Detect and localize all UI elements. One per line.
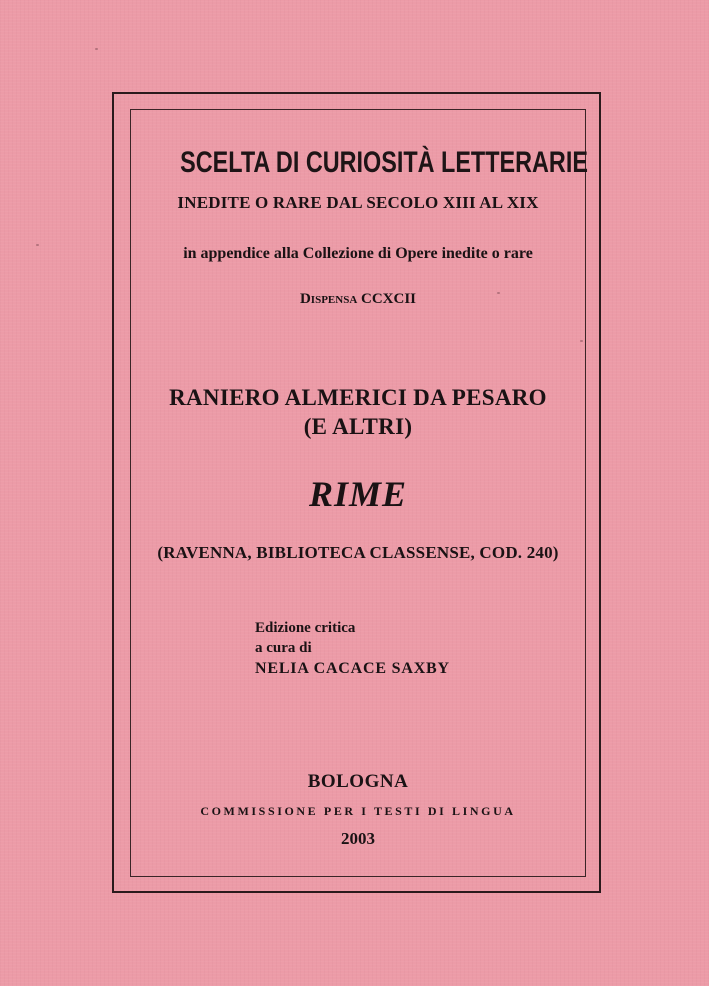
paper-speck — [36, 244, 39, 246]
author-others: (E ALTRI) — [303, 414, 413, 439]
publication-city: BOLOGNA — [307, 771, 409, 792]
series-appendix-note: in appendice alla Collezione di Opere inedite o rare — [183, 245, 533, 262]
publication-year: 2003 — [341, 829, 375, 848]
author-name: RANIERO ALMERICI DA PESARO — [169, 385, 547, 410]
series-subtitle: INEDITE O RARE DAL SECOLO XIII AL XIX — [177, 193, 539, 212]
publisher-name: COMMISSIONE PER I TESTI DI LINGUA — [200, 804, 516, 818]
editor-name: NELIA CACACE SAXBY — [255, 660, 450, 677]
dispensa-number: Dispensa CCXCII — [299, 291, 417, 307]
edition-block — [255, 618, 515, 680]
book-title: RIME — [308, 474, 408, 514]
manuscript-source: (RAVENNA, BIBLIOTECA CLASSENSE, COD. 240) — [157, 543, 559, 562]
series-title: SCELTA DI CURIOSITÀ LETTERARIE — [180, 146, 588, 179]
paper-speck — [497, 292, 500, 294]
paper-speck — [95, 48, 98, 50]
editor-prefix: a cura di — [255, 640, 312, 656]
edition-type: Edizione critica — [255, 620, 356, 636]
paper-speck — [580, 340, 583, 342]
